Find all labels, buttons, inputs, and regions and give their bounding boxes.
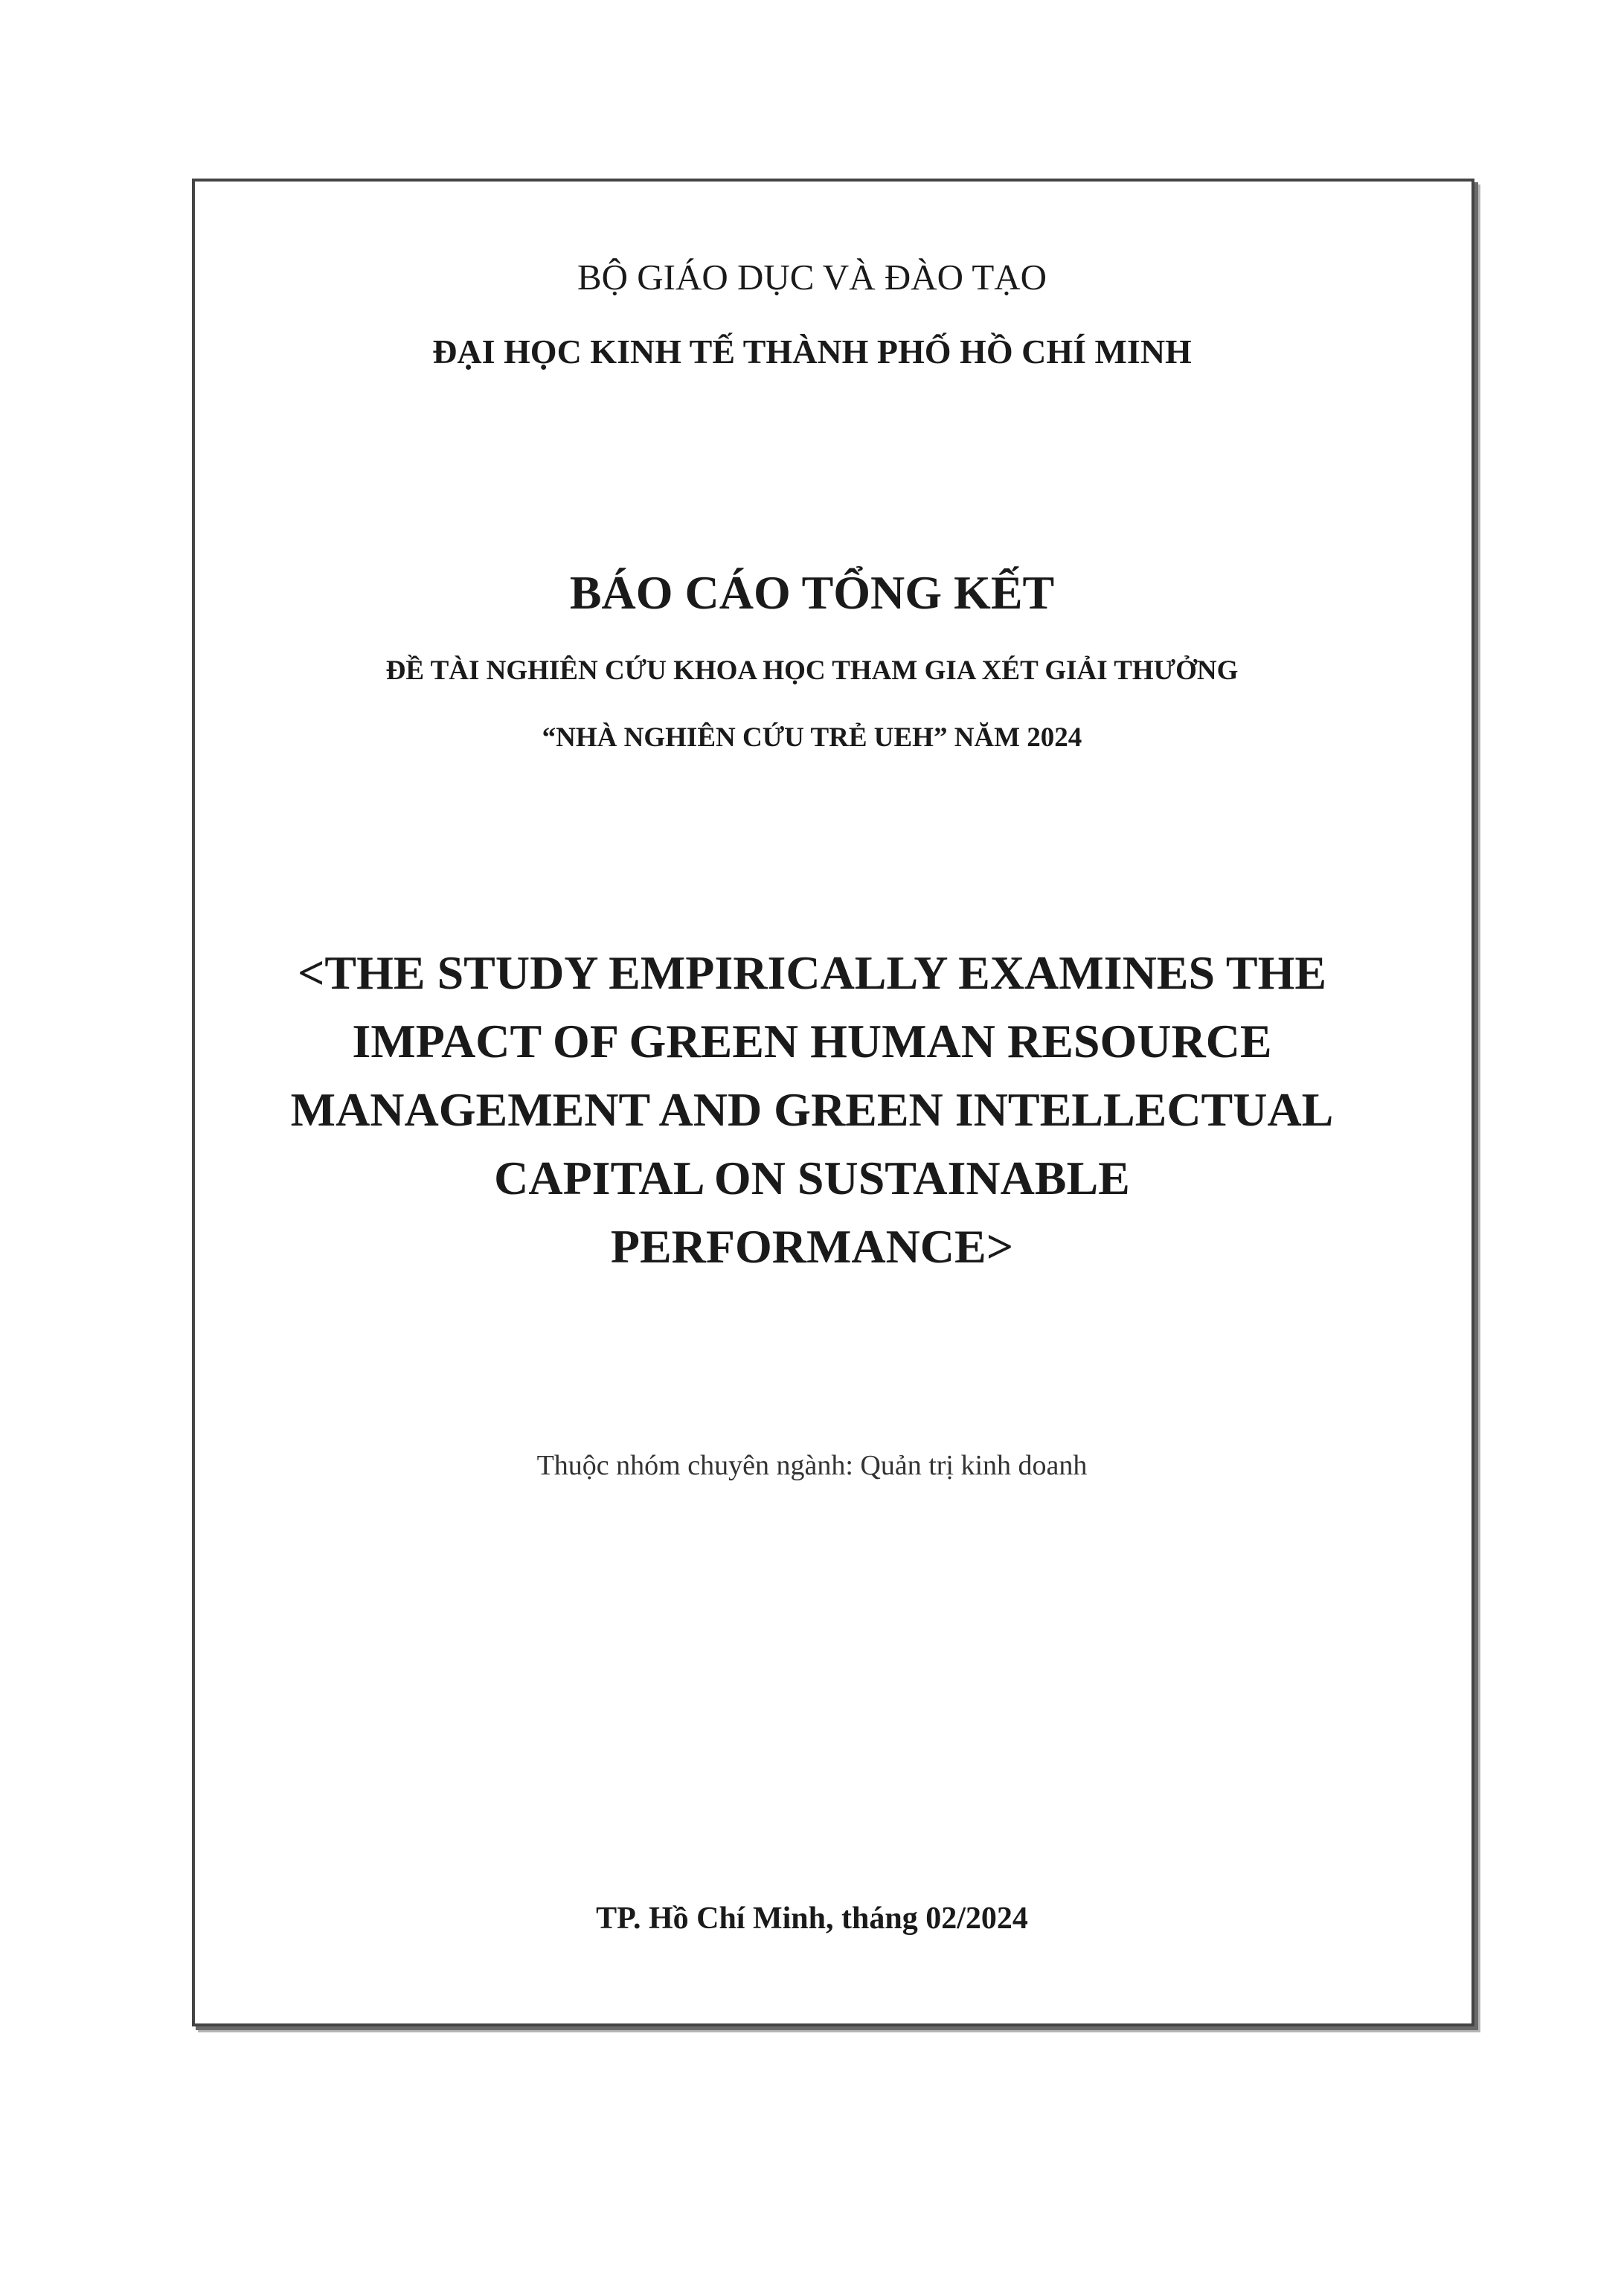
topic-line: <THE STUDY EMPIRICALLY EXAMINES THE <box>297 946 1327 999</box>
research-topic-title <box>0 939 1624 1281</box>
report-subtitle-line-2: “NHÀ NGHIÊN CỨU TRẺ UEH” NĂM 2024 <box>542 722 1082 753</box>
topic-line: PERFORMANCE> <box>610 1220 1014 1273</box>
topic-line: CAPITAL ON SUSTAINABLE <box>494 1152 1130 1204</box>
topic-line: MANAGEMENT AND GREEN INTELLECTUAL <box>290 1083 1334 1136</box>
report-subtitle-line-1: ĐỀ TÀI NGHIÊN CỨU KHOA HỌC THAM GIA XÉT GIẢI THƯỞNG <box>385 655 1239 686</box>
research-field: Thuộc nhóm chuyên ngành: Quản trị kinh doanh <box>536 1450 1088 1481</box>
place-and-date: TP. Hồ Chí Minh, tháng 02/2024 <box>596 1901 1028 1936</box>
topic-line: IMPACT OF GREEN HUMAN RESOURCE <box>352 1015 1272 1068</box>
ministry-name: BỘ GIÁO DỤC VÀ ĐÀO TẠO <box>577 257 1047 298</box>
report-title: BÁO CÁO TỔNG KẾT <box>569 566 1055 619</box>
university-name: ĐẠI HỌC KINH TẾ THÀNH PHỐ HỒ CHÍ MINH <box>432 333 1192 370</box>
